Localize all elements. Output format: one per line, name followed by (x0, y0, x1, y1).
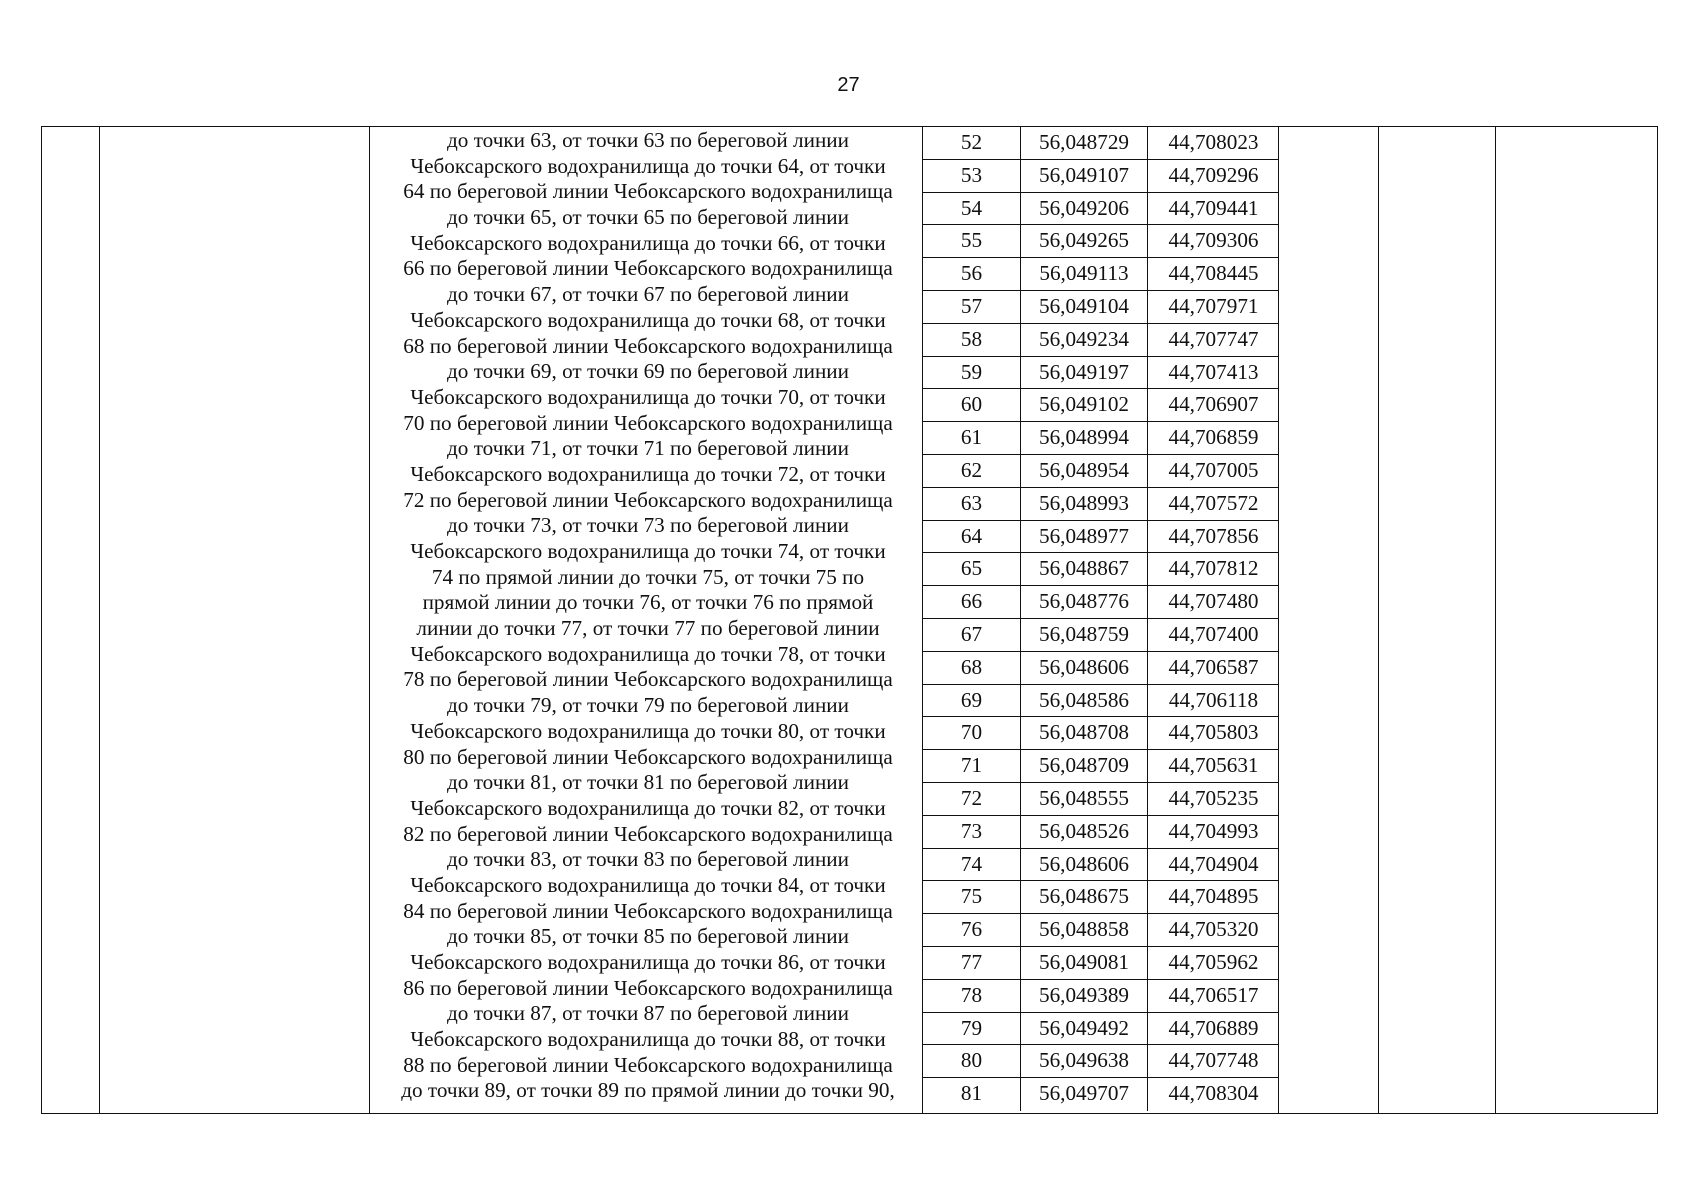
description-line: 72 по береговой линии Чебоксарского водохранилища (403, 487, 893, 512)
latitude-cell: 56,049197 (1020, 357, 1147, 389)
point-number: 62 (960, 457, 983, 482)
table-row (923, 225, 1279, 258)
description-line: Чебоксарского водохранилища до точки 66, от точки (410, 230, 886, 255)
point-number: 57 (960, 293, 983, 318)
table-row (923, 258, 1279, 291)
point-number: 55 (960, 228, 983, 253)
latitude-cell: 56,048977 (1020, 521, 1147, 553)
description-line: до точки 63, от точки 63 по береговой линии (447, 128, 849, 152)
latitude-cell: 56,049492 (1020, 1013, 1147, 1045)
longitude-cell: 44,706517 (1147, 980, 1279, 1012)
latitude-cell: 56,049104 (1020, 291, 1147, 323)
latitude-cell: 56,049638 (1020, 1045, 1147, 1077)
longitude-cell: 44,707747 (1147, 324, 1279, 356)
longitude-cell: 44,707812 (1147, 553, 1279, 585)
point-number: 52 (960, 130, 983, 154)
latitude-cell: 56,049265 (1020, 225, 1147, 257)
table-row (923, 586, 1279, 619)
longitude-cell: 44,709296 (1147, 160, 1279, 192)
latitude-cell: 56,049081 (1020, 947, 1147, 979)
description-line: Чебоксарского водохранилища до точки 72, от точки (410, 461, 886, 486)
description-line: прямой линии до точки 76, от точки 76 по прямой (422, 590, 874, 615)
point-number: 64 (960, 523, 983, 548)
longitude-cell: 44,704993 (1147, 816, 1279, 848)
latitude-cell: 56,049206 (1020, 193, 1147, 225)
longitude-cell: 44,705320 (1147, 914, 1279, 946)
latitude-cell: 56,048954 (1020, 455, 1147, 487)
point-number: 66 (960, 589, 983, 614)
longitude-cell: 44,704904 (1147, 849, 1279, 881)
point-number: 81 (960, 1081, 983, 1106)
longitude-cell: 44,709306 (1147, 225, 1279, 257)
point-number: 63 (960, 490, 983, 515)
longitude-cell: 44,707971 (1147, 291, 1279, 323)
latitude-cell: 56,048675 (1020, 881, 1147, 913)
point-number: 70 (960, 720, 983, 745)
point-number: 65 (960, 556, 983, 581)
table-row (923, 389, 1279, 422)
point-number: 69 (960, 687, 983, 712)
table-row (923, 193, 1279, 226)
table-row (923, 160, 1279, 193)
latitude-cell: 56,048555 (1020, 783, 1147, 815)
description-line: до точки 81, от точки 81 по береговой линии (447, 770, 849, 795)
description-line: до точки 87, от точки 87 по береговой линии (447, 1001, 849, 1026)
table-row (923, 849, 1279, 882)
description-line: 88 по береговой линии Чебоксарского водохранилища (403, 1052, 893, 1077)
description-line: 78 по береговой линии Чебоксарского водохранилища (403, 667, 893, 692)
table-row (923, 685, 1279, 718)
point-number: 60 (960, 392, 983, 417)
point-number: 58 (960, 326, 983, 351)
coordinates-list (923, 127, 1279, 1111)
description-line: 70 по береговой линии Чебоксарского водохранилища (403, 410, 893, 435)
longitude-cell: 44,705235 (1147, 783, 1279, 815)
point-number: 53 (960, 162, 983, 187)
longitude-cell: 44,704895 (1147, 881, 1279, 913)
longitude-cell: 44,707480 (1147, 586, 1279, 618)
description-line: Чебоксарского водохранилища до точки 64, от точки (410, 153, 886, 178)
latitude-cell: 56,049107 (1020, 160, 1147, 192)
latitude-cell: 56,048586 (1020, 685, 1147, 717)
latitude-cell: 56,048729 (1020, 127, 1147, 159)
page-number: 27 (837, 74, 860, 96)
point-number: 54 (960, 195, 983, 220)
point-number: 68 (960, 654, 983, 679)
point-number: 56 (960, 261, 983, 286)
longitude-cell: 44,706907 (1147, 389, 1279, 421)
point-number: 74 (960, 851, 983, 876)
latitude-cell: 56,048858 (1020, 914, 1147, 946)
table-row (923, 717, 1279, 750)
longitude-cell: 44,707413 (1147, 357, 1279, 389)
latitude-cell: 56,048776 (1020, 586, 1147, 618)
latitude-cell: 56,049113 (1020, 258, 1147, 290)
latitude-cell: 56,049234 (1020, 324, 1147, 356)
longitude-cell: 44,706889 (1147, 1013, 1279, 1045)
point-number: 80 (960, 1048, 983, 1073)
latitude-cell: 56,048526 (1020, 816, 1147, 848)
latitude-cell: 56,048708 (1020, 717, 1147, 749)
table-row (923, 881, 1279, 914)
longitude-cell: 44,706859 (1147, 422, 1279, 454)
description-line: до точки 79, от точки 79 по береговой линии (447, 693, 849, 718)
description-line: до точки 69, от точки 69 по береговой линии (447, 359, 849, 384)
latitude-cell: 56,048867 (1020, 553, 1147, 585)
description-line: до точки 83, от точки 83 по береговой линии (447, 847, 849, 872)
description-line: до точки 85, от точки 85 по береговой линии (447, 924, 849, 949)
table-row (923, 1013, 1279, 1046)
longitude-cell: 44,707005 (1147, 455, 1279, 487)
column-divider (1378, 127, 1379, 1113)
longitude-cell: 44,708445 (1147, 258, 1279, 290)
description-line: Чебоксарского водохранилища до точки 70, от точки (410, 384, 886, 409)
table-row (923, 947, 1279, 980)
latitude-cell: 56,048606 (1020, 652, 1147, 684)
boundary-table (41, 126, 1658, 1114)
longitude-cell: 44,707748 (1147, 1045, 1279, 1077)
point-number: 73 (960, 818, 983, 843)
longitude-cell: 44,705631 (1147, 750, 1279, 782)
description-line: до точки 65, от точки 65 по береговой линии (447, 205, 849, 230)
longitude-cell: 44,707572 (1147, 488, 1279, 520)
table-row (923, 521, 1279, 554)
point-number: 71 (960, 753, 983, 778)
description-line: 82 по береговой линии Чебоксарского водохранилища (403, 821, 893, 846)
description-line: до точки 73, от точки 73 по береговой линии (447, 513, 849, 538)
description-line: 68 по береговой линии Чебоксарского водохранилища (403, 333, 893, 358)
table-row (923, 619, 1279, 652)
description-line: 64 по береговой линии Чебоксарского водохранилища (403, 179, 893, 204)
table-row (923, 652, 1279, 685)
point-number: 75 (960, 884, 983, 909)
description-line: 84 по береговой линии Чебоксарского водохранилища (403, 898, 893, 923)
description-line: Чебоксарского водохранилища до точки 78, от точки (410, 641, 886, 666)
description-line: Чебоксарского водохранилища до точки 88, от точки (410, 1027, 886, 1052)
point-number: 61 (960, 425, 983, 450)
table-row (923, 980, 1279, 1013)
longitude-cell: 44,707400 (1147, 619, 1279, 651)
point-number: 76 (960, 917, 983, 942)
table-row (923, 750, 1279, 783)
table-row (923, 127, 1279, 160)
latitude-cell: 56,048994 (1020, 422, 1147, 454)
latitude-cell: 56,048993 (1020, 488, 1147, 520)
description-line: Чебоксарского водохранилища до точки 82, от точки (410, 795, 886, 820)
longitude-cell: 44,706118 (1147, 685, 1279, 717)
latitude-cell: 56,049102 (1020, 389, 1147, 421)
table-row (923, 488, 1279, 521)
point-number: 77 (960, 949, 983, 974)
boundary-description (370, 127, 926, 1116)
table-row (923, 1078, 1279, 1111)
description-line: 86 по береговой линии Чебоксарского водохранилища (403, 975, 893, 1000)
longitude-cell: 44,708304 (1147, 1078, 1279, 1111)
table-row (923, 783, 1279, 816)
description-line: 80 по береговой линии Чебоксарского водохранилища (403, 744, 893, 769)
table-row (923, 324, 1279, 357)
table-row (923, 455, 1279, 488)
table-row (923, 357, 1279, 390)
description-line: Чебоксарского водохранилища до точки 68, от точки (410, 307, 886, 332)
table-row (923, 1045, 1279, 1078)
longitude-cell: 44,707856 (1147, 521, 1279, 553)
description-line: 66 по береговой линии Чебоксарского водохранилища (403, 256, 893, 281)
column-divider (99, 127, 100, 1113)
latitude-cell: 56,049389 (1020, 980, 1147, 1012)
longitude-cell: 44,706587 (1147, 652, 1279, 684)
longitude-cell: 44,705962 (1147, 947, 1279, 979)
point-number: 79 (960, 1015, 983, 1040)
point-number: 78 (960, 982, 983, 1007)
table-row (923, 914, 1279, 947)
description-line: до точки 71, от точки 71 по береговой линии (447, 436, 849, 461)
latitude-cell: 56,048759 (1020, 619, 1147, 651)
description-line: Чебоксарского водохранилища до точки 86, от точки (410, 950, 886, 974)
point-number: 67 (960, 621, 983, 646)
description-line: 74 по прямой линии до точки 75, от точки 75 по (431, 564, 865, 589)
point-number: 59 (960, 359, 983, 384)
latitude-cell: 56,048606 (1020, 849, 1147, 881)
description-line: Чебоксарского водохранилища до точки 84, от точки (410, 872, 886, 897)
description-line: до точки 89, от точки 89 по прямой линии до точки 90, (401, 1078, 895, 1103)
description-line: до точки 67, от точки 67 по береговой линии (447, 282, 849, 307)
latitude-cell: 56,048709 (1020, 750, 1147, 782)
table-row (923, 422, 1279, 455)
column-divider (1495, 127, 1496, 1113)
table-row (923, 553, 1279, 586)
longitude-cell: 44,705803 (1147, 717, 1279, 749)
point-number: 72 (960, 785, 983, 810)
longitude-cell: 44,708023 (1147, 127, 1279, 159)
latitude-cell: 56,049707 (1020, 1078, 1147, 1111)
description-line: Чебоксарского водохранилища до точки 74, от точки (410, 539, 886, 563)
longitude-cell: 44,709441 (1147, 193, 1279, 225)
table-row (923, 291, 1279, 324)
table-row (923, 816, 1279, 849)
description-line: Чебоксарского водохранилища до точки 80, от точки (410, 718, 886, 743)
description-line: линии до точки 77, от точки 77 по береговой линии (416, 616, 880, 641)
